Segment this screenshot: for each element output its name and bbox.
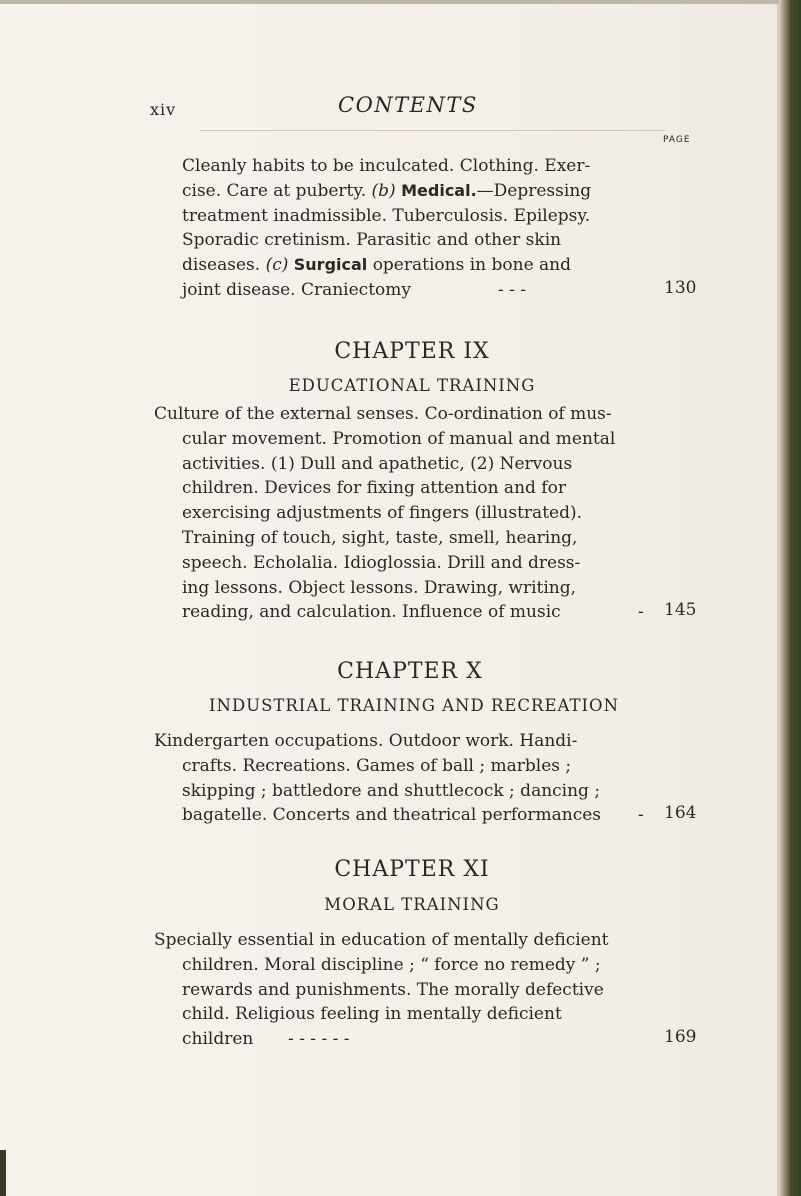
- entry-line: cular movement. Promotion of manual and mental: [182, 428, 616, 449]
- page-corner-mark: [0, 1150, 6, 1196]
- toc-entry-chapter-ix: [154, 402, 664, 625]
- entry-line: ing lessons. Object lessons. Drawing, writing,: [182, 577, 577, 598]
- entry-line: activities. (1) Dull and apathetic, (2) Nervous: [182, 453, 573, 474]
- page-reference: 164: [664, 803, 697, 823]
- entry-line: Kindergarten occupations. Outdoor work. Handi-: [154, 731, 578, 751]
- toc-entry-chapter-xi: [154, 928, 664, 1052]
- subsection-marker: (c): [265, 255, 289, 276]
- entry-line: joint disease. Craniectomy - - -: [182, 278, 658, 303]
- entry-line: exercising adjustments of fingers (illustrated).: [182, 503, 583, 524]
- entry-line: child. Religious feeling in mentally deficient: [182, 1004, 562, 1025]
- entry-line: children. Devices for fixing attention and for: [182, 478, 566, 499]
- subsection-term: Medical.: [401, 180, 477, 200]
- leader-dashes: -: [638, 602, 644, 623]
- entry-line: Cleanly habits to be inculcated. Clothing. Exer-: [182, 156, 591, 176]
- leader-dashes: - - - - - -: [288, 1029, 350, 1050]
- entry-line: bagatelle. Concerts and theatrical performances -: [154, 803, 664, 828]
- entry-line: speech. Echolalia. Idioglossia. Drill and dress-: [182, 552, 581, 573]
- chapter-title: CHAPTER IX: [334, 339, 490, 364]
- entry-line: crafts. Recreations. Games of ball ; marbles ;: [182, 755, 572, 776]
- page-top-edge: [0, 0, 801, 4]
- entry-line: treatment inadmissible. Tuberculosis. Epilepsy.: [182, 205, 591, 226]
- book-binding: [779, 0, 801, 1196]
- entry-line: reading, and calculation. Influence of music -: [154, 600, 664, 625]
- header-rule: [200, 130, 665, 131]
- page-reference: 169: [664, 1027, 697, 1047]
- entry-line: cise. Care at puberty. (b) Medical.—Depressing: [182, 180, 592, 201]
- page-column-label: PAGE: [663, 135, 691, 145]
- entry-line: Specially essential in education of mentally deficient: [154, 930, 609, 950]
- entry-line: Training of touch, sight, taste, smell, hearing,: [182, 527, 578, 548]
- leader-dashes: - - -: [498, 279, 527, 300]
- entry-line: Sporadic cretinism. Parasitic and other skin: [182, 230, 562, 251]
- chapter-subtitle: MORAL TRAINING: [324, 895, 500, 914]
- entry-line: skipping ; battledore and shuttlecock ; dancing ;: [182, 780, 601, 801]
- entry-line: children - - - - - -: [154, 1027, 664, 1052]
- entry-line: rewards and punishments. The morally defective: [182, 979, 604, 1000]
- page-number: xiv: [150, 100, 177, 119]
- leader-dashes: -: [638, 805, 644, 826]
- page-reference: 145: [664, 600, 697, 620]
- entry-line: children. Moral discipline ; “ force no remedy ” ;: [182, 954, 601, 975]
- subsection-marker: (b): [371, 180, 396, 201]
- subsection-term: Surgical: [293, 255, 368, 275]
- running-head: CONTENTS: [338, 93, 478, 117]
- toc-entry-chapter-x: [154, 729, 664, 828]
- chapter-subtitle: INDUSTRIAL TRAINING AND RECREATION: [208, 696, 620, 715]
- entry-line: Culture of the external senses. Co-ordination of mus-: [154, 404, 612, 424]
- chapter-subtitle: EDUCATIONAL TRAINING: [288, 376, 536, 395]
- entry-line: diseases. (c) Surgical operations in bone and: [182, 255, 571, 276]
- chapter-title: CHAPTER XI: [334, 857, 490, 882]
- chapter-title: CHAPTER X: [337, 659, 483, 684]
- toc-entry-opening: [182, 154, 658, 303]
- page-reference: 130: [664, 278, 697, 298]
